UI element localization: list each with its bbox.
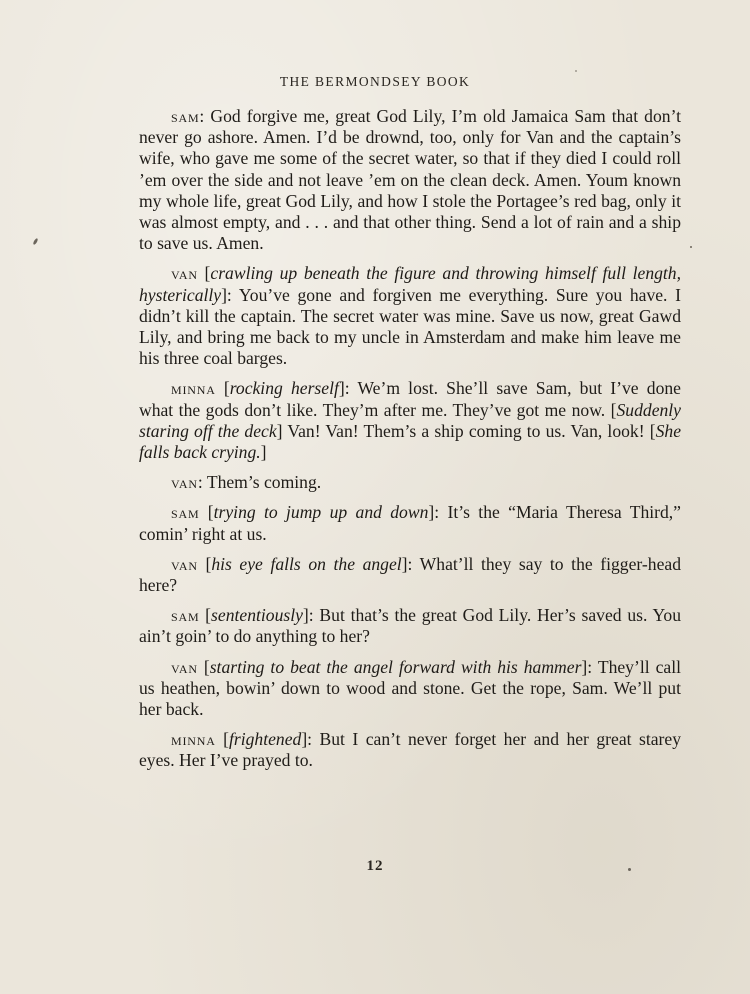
stage-direction: She falls back crying.	[139, 420, 681, 463]
paper-speck	[628, 868, 631, 871]
speaker-name: van	[171, 264, 198, 284]
dialogue-text: [	[197, 656, 210, 677]
speaker-name: sam	[171, 503, 200, 523]
dialogue-text: [	[215, 729, 229, 750]
stage-direction: Suddenly staring off the deck	[139, 399, 681, 441]
dialogue-paragraph	[139, 502, 681, 544]
page-number: 12	[366, 858, 384, 874]
stage-direction: starting to beat the angel forward with his hammer	[209, 656, 582, 677]
stage-direction: frightened	[229, 729, 302, 750]
speaker-name: minna	[171, 730, 216, 750]
speaker-name: minna	[171, 379, 216, 399]
dialogue-text: [	[199, 502, 214, 523]
dialogue-paragraph	[139, 106, 681, 254]
stage-direction: trying to jump up and down	[213, 502, 429, 523]
speaker-name: sam	[171, 107, 200, 126]
paper-speck	[575, 70, 577, 72]
dialogue-text: ]: You’ve gone and forgiven me everything. Sure you have. I didn’t kill the captain. The secret water was mine. Save us now, great Gawd Lily, and bring me back to my uncle in Amsterdam and make him leave me his three coal barges.	[139, 284, 681, 369]
paper-speck	[690, 246, 692, 248]
dialogue-text: : God forgive me, great God Lily, I’m old Jamaica Sam that don’t never go ashore. Amen. I’d be drownd, too, only for Van and the captain’s wife, who gave me some of the secret water, so that if they died I could roll ’em over the side and not leave ’em on the clean deck. Amen. Youm known my whole life, great God Lily, and how I stole the Portagee’s red bag, only it was almost empty, and . . . and that other thing. Send a lot of rain and a ship to save us. Amen.	[139, 106, 681, 254]
speaker-name: van	[171, 554, 198, 574]
dialogue-text: ]: We’m lost. She’ll save Sam, but I’ve done what the gods don’t like. They’m after me. They’ve got me now. [	[139, 378, 681, 420]
dialogue-paragraph	[139, 472, 681, 493]
dialogue-text: [	[215, 378, 230, 399]
dialogue-text: [	[197, 263, 211, 284]
dialogue-paragraph	[139, 657, 681, 721]
paper-speck	[32, 238, 38, 246]
dialogue-text: [	[199, 605, 212, 626]
stage-direction: sententiously	[211, 605, 303, 626]
dialogue-paragraph	[139, 554, 681, 596]
dialogue-text: ]: It’s the “Maria Theresa Third,” comin’ right at us.	[139, 502, 681, 544]
dialogue-paragraph	[139, 378, 681, 463]
dialogue-text: ] Van! Van! Them’s a ship coming to us. Van, look! [	[276, 420, 656, 441]
speaker-name: van	[171, 657, 198, 677]
dialogue-text: ]: What’ll they say to the figger-head here?	[139, 553, 681, 596]
dialogue-paragraph	[139, 605, 681, 647]
running-head: THE BERMONDSEY BOOK	[279, 74, 471, 89]
speaker-name: van	[171, 473, 198, 493]
dialogue-text: ]	[260, 442, 267, 463]
stage-direction: crawling up beneath the figure and throwing himself full length, hysterically	[139, 263, 681, 305]
dialogue-paragraph	[139, 729, 681, 771]
stage-direction: his eye falls on the angel	[211, 553, 402, 574]
dialogue-text: ]: But that’s the great God Lily. Her’s saved us. You ain’t goin’ to do anything to her?	[139, 605, 682, 647]
dialogue-text: ]: But I can’t never forget her and her great starey eyes. Her I’ve prayed to.	[139, 729, 681, 771]
dialogue-text: ]: They’ll call us heathen, bowin’ down to wood and stone. Get the rope, Sam. We’ll put her back.	[139, 656, 681, 720]
stage-direction: rocking herself	[229, 378, 339, 399]
play-text	[139, 106, 681, 781]
dialogue-paragraph	[139, 263, 681, 369]
speaker-name: sam	[171, 606, 200, 626]
dialogue-text: : Them’s coming.	[197, 472, 322, 493]
dialogue-text: [	[197, 553, 212, 574]
